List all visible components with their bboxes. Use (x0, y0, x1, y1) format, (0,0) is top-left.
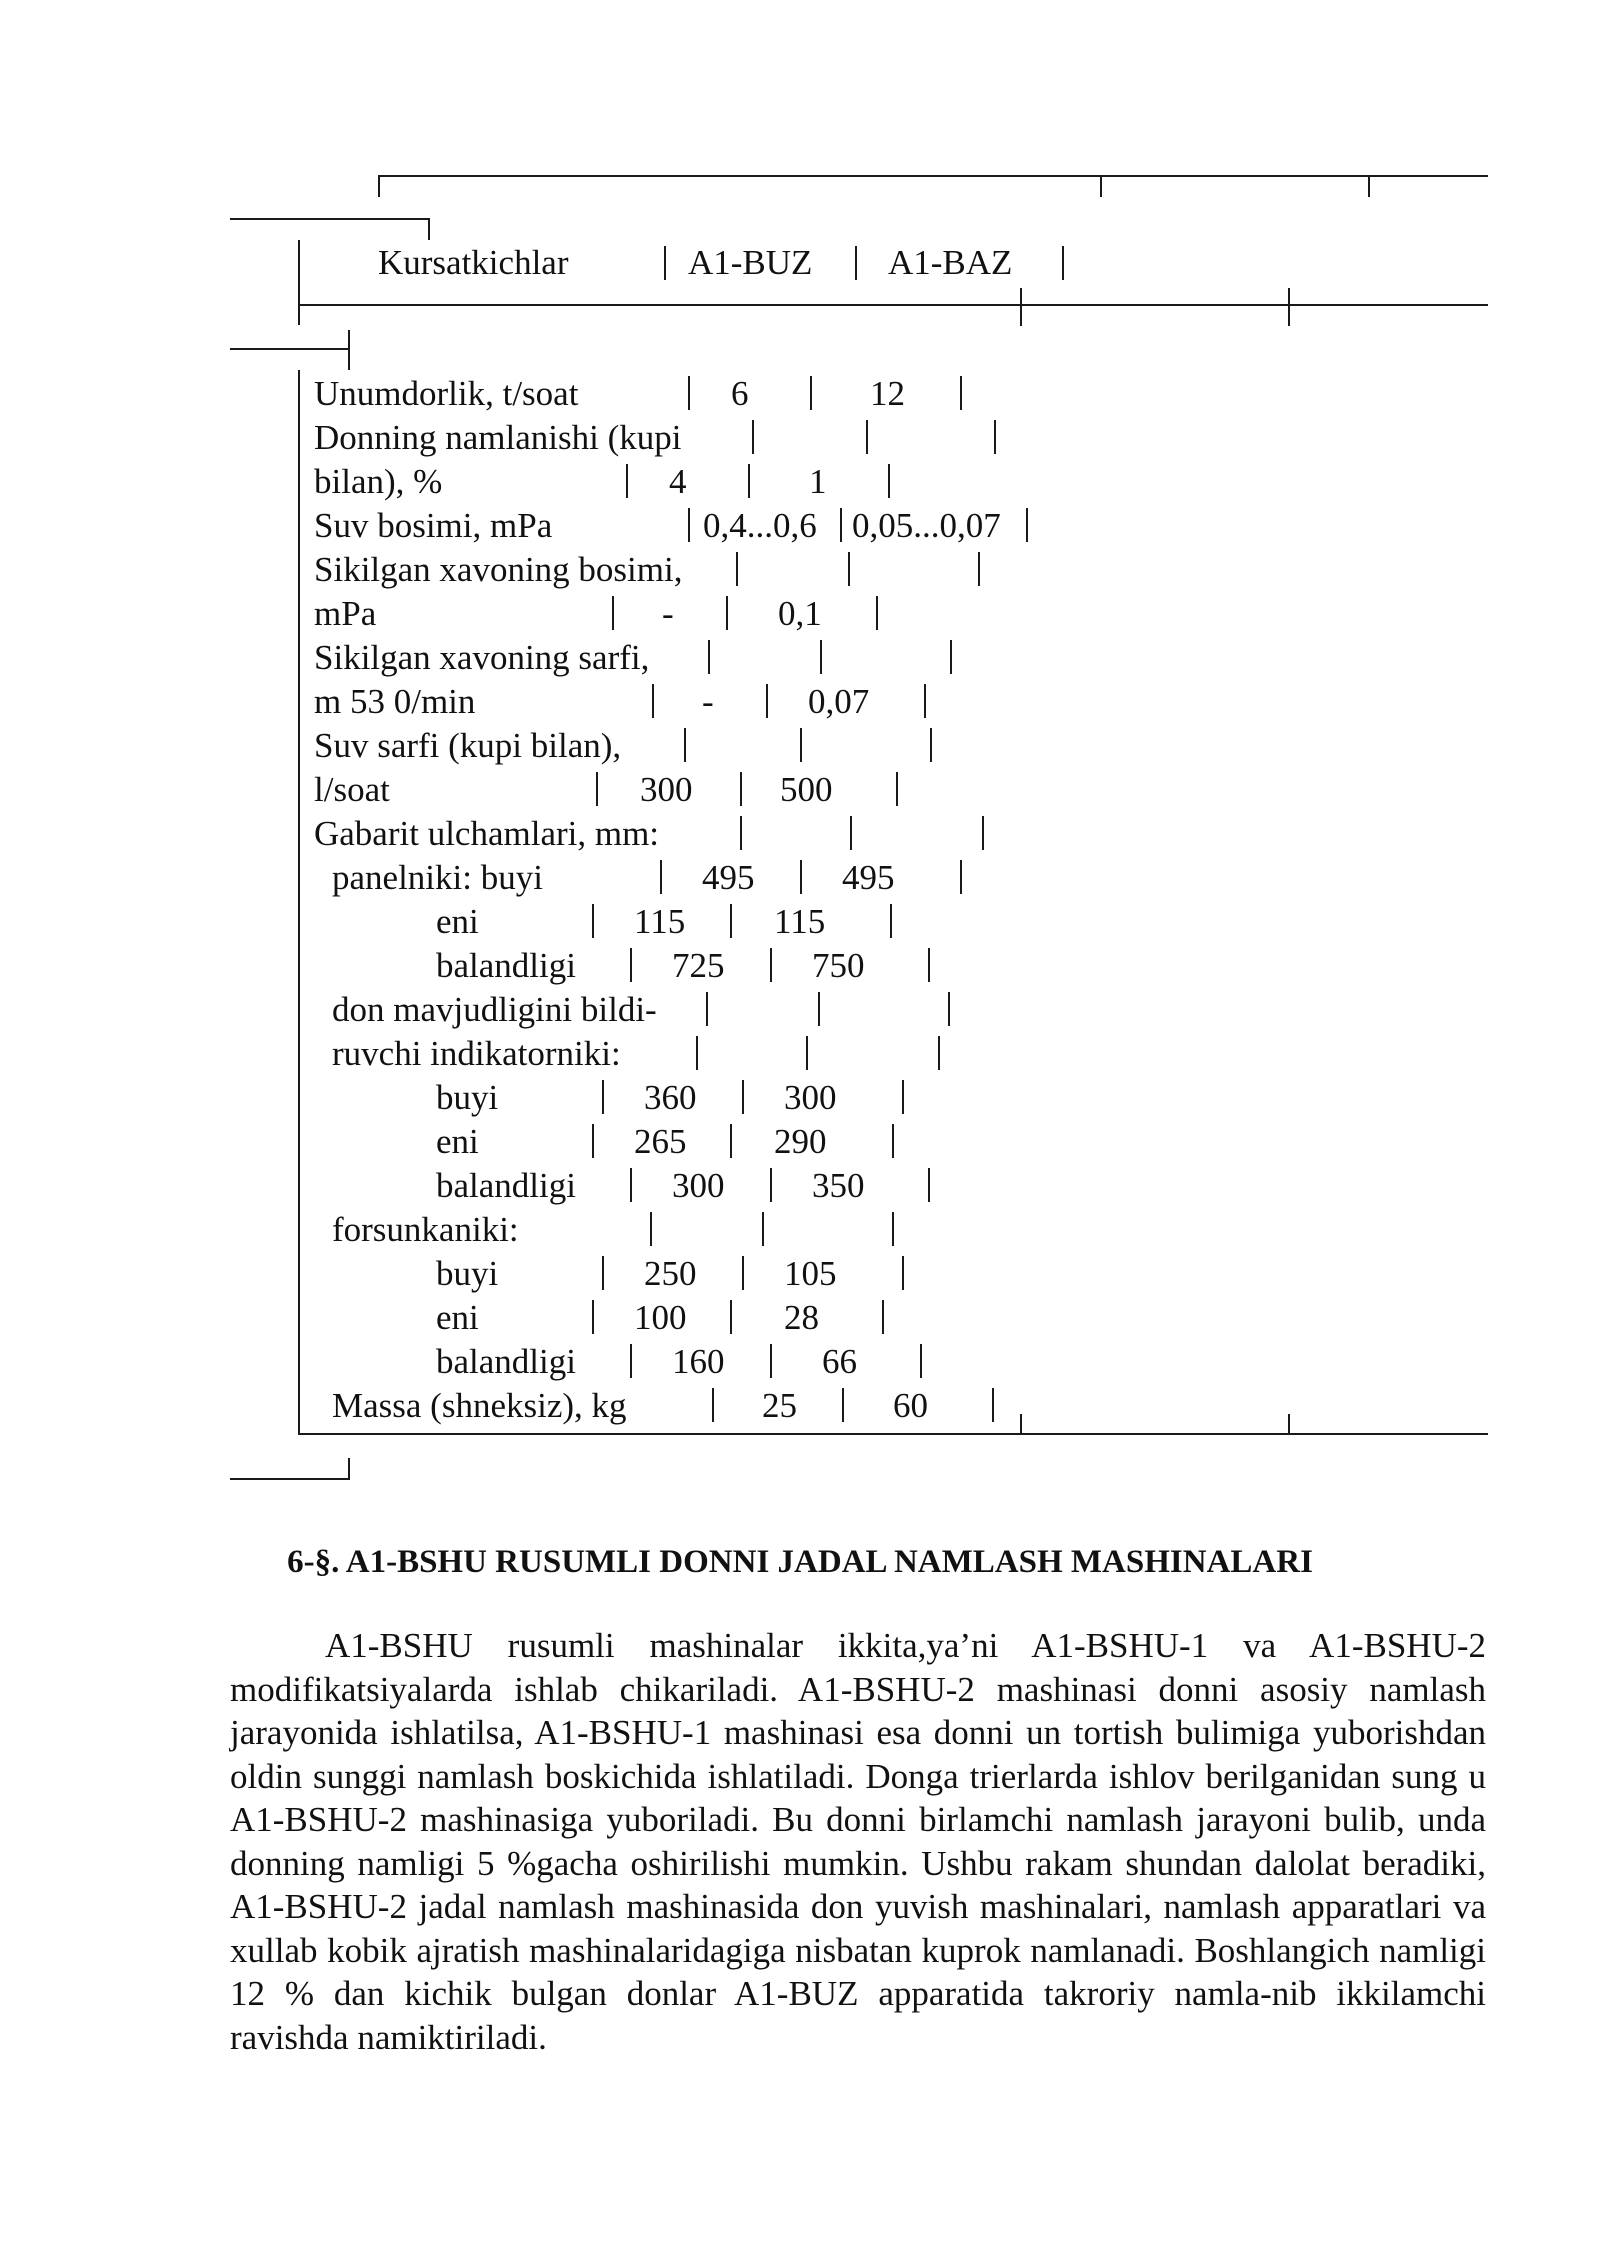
cell-separator (596, 772, 598, 806)
body-text (230, 1624, 1486, 2059)
cell-separator (876, 596, 878, 630)
row-label: Gabarit ulchamlari, mm: (314, 814, 660, 853)
cell-separator (982, 816, 984, 850)
row-label: l/soat (314, 770, 390, 809)
row-value-a1-buz: 300 (640, 770, 693, 809)
cell-separator (626, 464, 628, 498)
row-value-a1-baz: 290 (774, 1122, 827, 1161)
header-col-a1-baz: A1-BAZ (888, 243, 1013, 282)
cell-separator (928, 948, 930, 982)
cell-separator (660, 860, 662, 894)
row-value-a1-baz: 105 (784, 1254, 837, 1293)
cell-separator (748, 464, 750, 498)
cell-separator (1026, 508, 1028, 542)
cell-separator (902, 1256, 904, 1290)
frame-bottom-tick (1020, 1414, 1022, 1434)
cell-separator (688, 376, 690, 410)
frame-top-tick (1368, 175, 1370, 197)
row-label: don mavjudligini bildi- (332, 990, 657, 1029)
cell-separator (684, 728, 686, 762)
cell-separator (840, 508, 842, 542)
cell-separator (766, 684, 768, 718)
row-value-a1-buz: - (662, 594, 674, 633)
header-separator-bar (855, 246, 857, 280)
row-label: Suv bosimi, mPa (314, 506, 553, 545)
header-separator-bar (664, 246, 666, 280)
row-label: Massa (shneksiz), kg (332, 1386, 627, 1425)
cell-separator (736, 552, 738, 586)
row-label: Sikilgan xavoning bosimi, (314, 550, 683, 589)
cell-separator (978, 552, 980, 586)
row-value-a1-buz: 115 (634, 902, 686, 941)
row-value-a1-baz: 495 (842, 858, 895, 897)
cell-separator (770, 948, 772, 982)
cell-separator (960, 376, 962, 410)
cell-separator (850, 816, 852, 850)
row-value-a1-baz: 0,07 (808, 682, 870, 721)
row-value-a1-buz: 495 (702, 858, 755, 897)
frame-bottom-tick (1288, 1414, 1290, 1434)
header-separator-bar (1062, 246, 1064, 280)
cell-separator (708, 640, 710, 674)
cell-separator (602, 1080, 604, 1114)
cell-separator (770, 1168, 772, 1202)
row-label: buyi (436, 1254, 499, 1293)
cell-separator (892, 1124, 894, 1158)
frame-bottom-stub-tick (348, 1458, 350, 1480)
cell-separator (730, 1300, 732, 1334)
row-value-a1-baz: 60 (893, 1386, 928, 1425)
cell-separator (994, 420, 996, 454)
row-label: balandligi (436, 1342, 576, 1381)
cell-separator (924, 684, 926, 718)
row-label: Unumdorlik, t/soat (314, 374, 579, 413)
cell-separator (612, 596, 614, 630)
frame-left-stub-tick (348, 330, 350, 370)
cell-separator (630, 1168, 632, 1202)
cell-separator (630, 948, 632, 982)
frame-left-stub-line (230, 218, 430, 220)
row-label: Suv sarfi (kupi bilan), (314, 726, 622, 765)
cell-separator (730, 1124, 732, 1158)
cell-separator (592, 904, 594, 938)
section-heading: 6-§. A1-BSHU RUSUMLI DONNI JADAL NAMLASH MASHINALARI (287, 1544, 1313, 1580)
cell-separator (866, 420, 868, 454)
row-value-a1-buz: 0,4...0,6 (703, 506, 817, 545)
row-value-a1-buz: 250 (644, 1254, 697, 1293)
frame-top-line (378, 175, 1488, 177)
row-value-a1-baz: 1 (809, 462, 827, 501)
row-value-a1-buz: 725 (672, 946, 725, 985)
row-value-a1-baz: 12 (870, 374, 905, 413)
cell-separator (800, 728, 802, 762)
row-label: buyi (436, 1078, 499, 1117)
cell-separator (752, 420, 754, 454)
cell-separator (592, 1300, 594, 1334)
row-value-a1-buz: 265 (634, 1122, 687, 1161)
cell-separator (810, 376, 812, 410)
row-value-a1-buz: 360 (644, 1078, 697, 1117)
cell-separator (888, 464, 890, 498)
cell-separator (950, 640, 952, 674)
row-value-a1-buz: - (702, 682, 714, 721)
cell-separator (742, 1080, 744, 1114)
frame-top-tick (1100, 175, 1102, 197)
row-label: Donning namlanishi (kupi (314, 418, 682, 457)
frame-top-tick (378, 175, 380, 197)
cell-separator (920, 1344, 922, 1378)
cell-separator (742, 1256, 744, 1290)
row-value-a1-buz: 100 (634, 1298, 687, 1337)
cell-separator (842, 1388, 844, 1422)
row-label: eni (436, 902, 479, 941)
header-separator-line (298, 304, 1488, 306)
row-label: panelniki: buyi (332, 858, 543, 897)
cell-separator (592, 1124, 594, 1158)
row-label: mPa (314, 594, 377, 633)
header-label: Kursatkichlar (378, 243, 569, 282)
row-value-a1-baz: 0,05...0,07 (852, 506, 1001, 545)
cell-separator (726, 596, 728, 630)
header-col-a1-buz: A1-BUZ (688, 243, 813, 282)
row-value-a1-baz: 0,1 (778, 594, 822, 633)
cell-separator (948, 992, 950, 1026)
cell-separator (938, 1036, 940, 1070)
cell-separator (712, 1388, 714, 1422)
row-value-a1-baz: 350 (812, 1166, 865, 1205)
row-value-a1-baz: 66 (822, 1342, 857, 1381)
row-value-a1-baz: 28 (784, 1298, 819, 1337)
row-label: forsunkaniki: (332, 1210, 519, 1249)
cell-separator (882, 1300, 884, 1334)
cell-separator (806, 1036, 808, 1070)
row-label: Sikilgan xavoning sarfi, (314, 638, 650, 677)
cell-separator (992, 1388, 994, 1422)
row-value-a1-baz: 115 (774, 902, 826, 941)
cell-separator (848, 552, 850, 586)
frame-left-stub-tick (428, 218, 430, 240)
row-label: bilan), % (314, 462, 443, 501)
cell-separator (800, 860, 802, 894)
cell-separator (892, 1212, 894, 1246)
row-label: eni (436, 1122, 479, 1161)
header-separator-bar (298, 246, 300, 280)
cell-separator (930, 728, 932, 762)
row-label: m 53 0/min (314, 682, 476, 721)
row-label: eni (436, 1298, 479, 1337)
cell-separator (890, 904, 892, 938)
cell-separator (650, 1212, 652, 1246)
frame-left-border (298, 370, 300, 1435)
row-label: ruvchi indikatorniki: (332, 1034, 621, 1073)
cell-separator (630, 1344, 632, 1378)
header-separator-tick (1288, 288, 1290, 326)
cell-separator (818, 992, 820, 1026)
cell-separator (688, 508, 690, 542)
paragraph: A1-BSHU rusumli mashinalar ikkita,ya’ni A1-BSHU-1 va A1-BSHU-2 modifikatsiyalarda ishlab chikariladi. A1-BSHU-2 mashinasi donni asosiy namlash jarayonida ishlatilsa, A1-BSHU-1 mashinasi esa donni un tortish bulimiga yuborishdan oldin sunggi namlash boskichida ishlatiladi. Donga trierlarda ishlov berilganidan sung u A1-BSHU-2 mashinasiga yuboriladi. Bu donni birlamchi namlash jarayoni bulib, unda donning namligi 5 %gacha oshirilishi mumkin. Ushbu rakam shundan dalolat beradiki, A1-BSHU-2 jadal namlash mashinasida don yuvish mashinalari, namlash apparatlari va xullab kobik ajratish mashinalaridagiga nisbatan kuprok namlanadi. Boshlangich namligi 12 % dan kichik bulgan donlar A1-BUZ apparatida takroriy namla-nib ikkilamchi ravishda namiktiriladi. (230, 1626, 1486, 2057)
row-value-a1-buz: 25 (762, 1386, 797, 1425)
cell-separator (762, 1212, 764, 1246)
header-separator-tick (1020, 288, 1022, 326)
cell-separator (696, 1036, 698, 1070)
cell-separator (652, 684, 654, 718)
row-value-a1-buz: 160 (672, 1342, 725, 1381)
row-value-a1-buz: 300 (672, 1166, 725, 1205)
row-label: balandligi (436, 1166, 576, 1205)
row-value-a1-baz: 750 (812, 946, 865, 985)
frame-bottom-line (298, 1433, 1488, 1435)
cell-separator (740, 816, 742, 850)
cell-separator (730, 904, 732, 938)
row-value-a1-baz: 300 (784, 1078, 837, 1117)
cell-separator (902, 1080, 904, 1114)
row-label: balandligi (436, 946, 576, 985)
cell-separator (602, 1256, 604, 1290)
frame-left-stub-line (230, 348, 350, 350)
cell-separator (960, 860, 962, 894)
cell-separator (928, 1168, 930, 1202)
row-value-a1-baz: 500 (780, 770, 833, 809)
row-value-a1-buz: 4 (669, 462, 687, 501)
cell-separator (820, 640, 822, 674)
cell-separator (770, 1344, 772, 1378)
cell-separator (706, 992, 708, 1026)
row-value-a1-buz: 6 (731, 374, 749, 413)
cell-separator (896, 772, 898, 806)
cell-separator (740, 772, 742, 806)
frame-bottom-stub-line (230, 1478, 350, 1480)
